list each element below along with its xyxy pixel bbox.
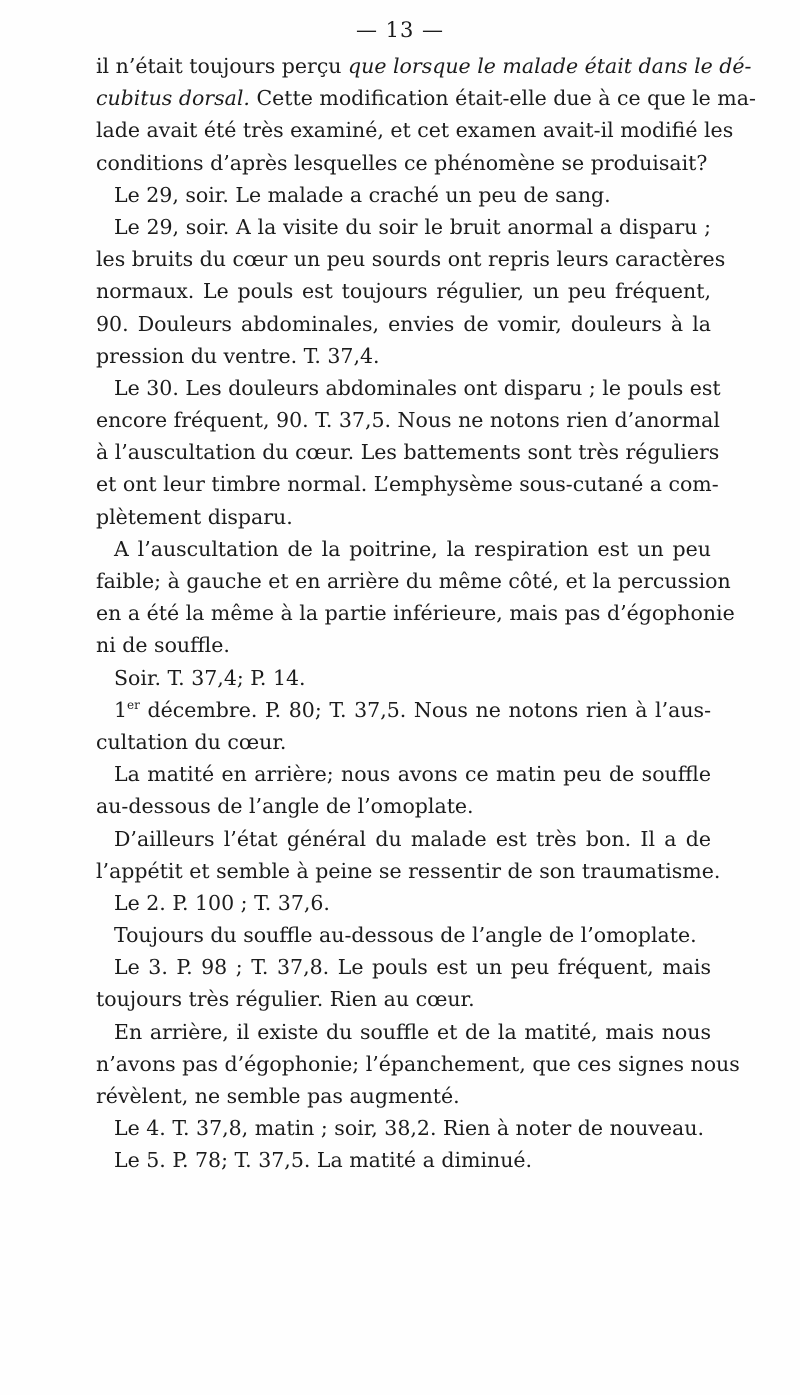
text-line <box>96 275 711 307</box>
text-span: plètement disparu. <box>96 504 293 529</box>
text-span: encore fréquent, 90. T. 37,5. Nous ne notons rien d’anormal <box>96 408 720 433</box>
text-span: lade avait été très examiné, et cet examen avait-il modifié les <box>96 118 734 143</box>
text-line <box>96 179 711 211</box>
text-span: cultation du cœur. <box>96 729 287 754</box>
text-span: en a été la même à la partie inférieure, mais pas d’égophonie <box>96 601 735 626</box>
text-line <box>96 983 711 1015</box>
text-line <box>96 758 711 790</box>
text-span: Le 2. P. 100 ; T. 37,6. <box>114 890 330 915</box>
text-line <box>96 1048 740 1080</box>
text-line <box>96 82 756 114</box>
text-span: En arrière, il existe du souffle et de la matité, mais nous <box>114 1019 711 1044</box>
text-span: Le 29, soir. A la visite du soir le bruit anormal a disparu ; <box>114 214 711 239</box>
text-line <box>96 726 711 758</box>
italic-span: que lorsque le malade était dans le dé- <box>348 54 752 78</box>
text-span: Le 30. Les douleurs abdominales ont disparu ; le pouls est <box>114 375 721 400</box>
text-span: au-dessous de l’angle de l’omoplate. <box>96 794 474 819</box>
text-span: Le 29, soir. Le malade a craché un peu de sang. <box>114 182 611 207</box>
text-line <box>96 372 721 404</box>
text-line <box>96 1112 711 1144</box>
text-line <box>96 211 711 243</box>
text-span: toujours très régulier. Rien au cœur. <box>96 987 475 1012</box>
text-span: normaux. Le pouls est toujours régulier, un peu fréquent, <box>96 279 711 304</box>
text-line <box>96 597 735 629</box>
text-span: 90. Douleurs abdominales, envies de vomir, douleurs à la <box>96 311 711 336</box>
superscript: er <box>127 697 140 712</box>
text-span: faible; à gauche et en arrière du même côté, et la percussion <box>96 569 731 593</box>
text-span: ni de souffle. <box>96 633 230 658</box>
text-line <box>96 1144 711 1176</box>
text-span: et ont leur timbre normal. L’emphysème sous-cutané a com- <box>96 472 719 497</box>
italic-span: cubitus dorsal. <box>96 86 250 111</box>
text-span: conditions d’après lesquelles ce phénomène se produisait? <box>96 150 708 175</box>
text-span: à l’auscultation du cœur. Les battements sont très réguliers <box>96 440 720 465</box>
text-span: n’avons pas d’égophonie; l’épanchement, que ces signes nous <box>96 1051 740 1076</box>
text-line <box>96 533 711 565</box>
text-span: La matité en arrière; nous avons ce matin peu de souffle <box>114 762 711 787</box>
text-span: les bruits du cœur un peu sourds ont repris leurs caractères <box>96 247 726 272</box>
page-number: — 13 — <box>355 18 445 42</box>
text-span: D’ailleurs l’état général du malade est très bon. Il a de <box>114 826 711 851</box>
text-line <box>96 951 711 983</box>
text-span: il n’était toujours perçu <box>96 54 349 78</box>
text-span: Cette modification était-elle due à ce que le ma- <box>249 86 756 111</box>
body-text <box>96 50 756 1177</box>
text-line <box>96 147 711 179</box>
text-line <box>96 919 711 951</box>
text-line <box>96 565 731 597</box>
text-span: Le 4. T. 37,8, matin ; soir, 38,2. Rien à noter de nouveau. <box>114 1116 704 1141</box>
text-span: pression du ventre. T. 37,4. <box>96 343 380 368</box>
text-span: Toujours du souffle au-dessous de l’angle de l’omoplate. <box>114 923 697 948</box>
text-line <box>96 629 711 661</box>
text-span: Soir. T. 37,4; P. 14. <box>114 665 306 690</box>
text-line <box>96 436 720 468</box>
text-line <box>96 1080 711 1112</box>
text-line <box>96 662 711 694</box>
text-line <box>96 887 711 919</box>
text-line <box>96 1016 711 1048</box>
text-line <box>96 501 711 533</box>
text-line <box>96 243 726 275</box>
text-span: révèlent, ne semble pas augmenté. <box>96 1084 460 1108</box>
text-line <box>96 790 711 822</box>
text-line <box>96 694 711 726</box>
text-line <box>96 823 711 855</box>
text-line <box>96 308 711 340</box>
text-span: l’appétit et semble à peine se ressentir de son traumatisme. <box>96 858 721 883</box>
text-line <box>96 340 711 372</box>
text-span: Le 5. P. 78; T. 37,5. La matité a diminué. <box>114 1148 533 1173</box>
text-line <box>96 468 719 500</box>
text-span: décembre. P. 80; T. 37,5. Nous ne notons rien à l’aus- <box>139 697 711 722</box>
text-span: Le 3. P. 98 ; T. 37,8. Le pouls est un peu fréquent, mais <box>114 955 711 980</box>
text-line <box>96 404 720 436</box>
text-span: A l’auscultation de la poitrine, la respiration est un peu <box>114 536 711 561</box>
text-line <box>96 114 734 146</box>
text-line <box>96 50 752 82</box>
text-span: 1 <box>114 697 128 722</box>
text-line <box>96 855 721 887</box>
